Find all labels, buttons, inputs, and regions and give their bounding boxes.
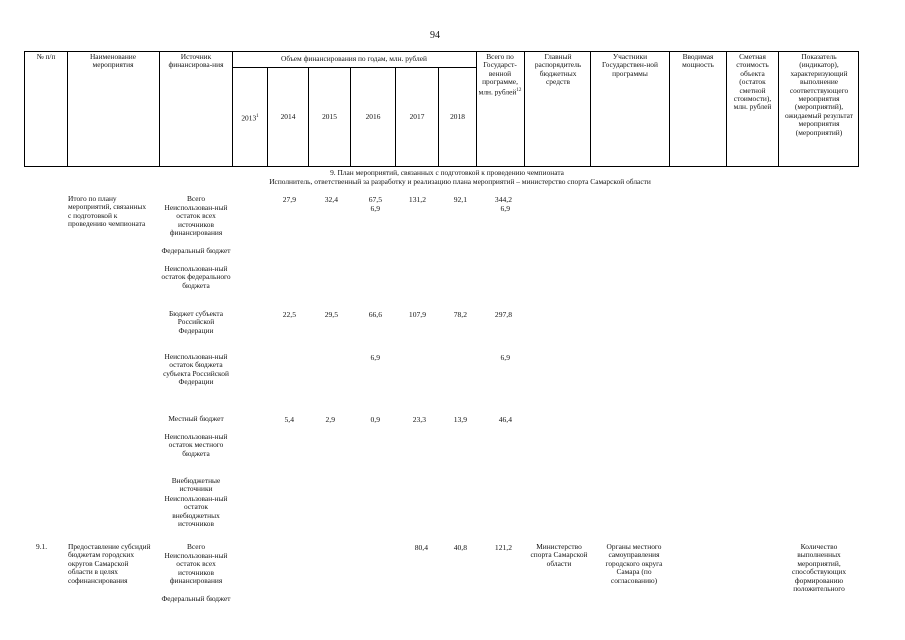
page-number: 94: [430, 30, 440, 41]
item-9-1-source-all: Всего: [186, 542, 206, 551]
vline: [524, 51, 525, 166]
vline: [67, 51, 68, 166]
header-top-border: [24, 51, 859, 52]
unused-all-sum: 6,9: [500, 204, 510, 213]
header-year-2014: 2014: [280, 112, 296, 121]
total-2015: 32,4: [324, 195, 338, 204]
header-col-no: № п/п: [36, 52, 56, 61]
item-9-1-source-federal: Федеральный бюджет: [161, 594, 231, 603]
header-year-2016: 2016: [365, 112, 381, 121]
vline: [232, 51, 233, 166]
item-9-1-main: Министерство спорта Самарской области: [530, 542, 588, 568]
vline: [778, 51, 779, 166]
local-2018: 13,9: [453, 415, 467, 424]
total-source-unused-regional: Неиспользован-ный остаток бюджета субъекта Российской Федерации: [163, 352, 229, 387]
vline: [726, 51, 727, 166]
regional-2016: 66,6: [368, 310, 382, 319]
years-divider: [232, 67, 476, 68]
regional-2014: 22,5: [282, 310, 296, 319]
total-source-unused-all: Неиспользован-ный остаток всех источников финансирования: [164, 203, 228, 238]
header-col-source: Источник финансирова-ния: [168, 52, 224, 70]
unused-all-2016: 6,9: [370, 204, 380, 213]
vline: [858, 51, 859, 166]
header-col-indicator: Показатель (индикатор), характеризующий выполнение соответствующего мероприятия (мероприятий), ожидаемый результат мероприятия (мероприятий): [785, 52, 853, 137]
unused-regional-2016: 6,9: [370, 353, 380, 362]
header-year-2013: 2013$^1$: [241, 113, 259, 123]
vline: [24, 51, 25, 166]
total-source-extrabudget: Внебюджетные источники: [171, 476, 221, 494]
vline: [590, 51, 591, 166]
total-source-all: Всего: [186, 194, 206, 203]
regional-sum: 297,8: [494, 310, 512, 319]
header-col-cost: Сметная стоимость объекта (остаток сметной стоимости), млн. рублей: [733, 52, 772, 112]
header-bottom-border: [24, 166, 859, 167]
item-9-1-sum: 121,2: [494, 543, 512, 552]
header-col-capacity: Вводимая мощность: [682, 52, 714, 70]
total-2018: 92,1: [453, 195, 467, 204]
header-year-2018: 2018: [450, 112, 465, 121]
regional-2018: 78,2: [453, 310, 467, 319]
regional-2017: 107,9: [408, 310, 426, 319]
total-sum: 344,2: [494, 195, 512, 204]
item-9-1-indicator: Количество выполненных мероприятий, способствующих формированию положительного: [791, 542, 847, 594]
header-col-volume: Объем финансирования по годам, млн. рублей: [281, 54, 427, 63]
local-2017: 23,3: [412, 415, 426, 424]
item-9-1-name: Предоставление субсидий бюджетам городских округов Самарской области в целях софинансирования: [68, 542, 151, 585]
header-col-total: Всего по Государст-венной программе, млн. рублей$^{12}$: [478, 52, 522, 97]
regional-2015: 29,5: [324, 310, 338, 319]
total-source-regional: Бюджет субъекта Российской Федерации: [168, 309, 224, 335]
item-9-1-2017: 80,4: [414, 543, 428, 552]
vline: [159, 51, 160, 166]
total-source-unused-local: Неиспользован-ный остаток местного бюджета: [164, 432, 228, 458]
local-2016: 0,9: [370, 415, 380, 424]
total-source-federal: Федеральный бюджет: [161, 246, 231, 255]
header-col-name: Наименование мероприятия: [89, 52, 137, 70]
total-2016: 67,5: [368, 195, 382, 204]
item-9-1-2018: 40,8: [453, 543, 467, 552]
local-2015: 2,9: [325, 415, 335, 424]
unused-regional-sum: 6,9: [500, 353, 510, 362]
vline: [476, 51, 477, 166]
local-sum: 46,4: [498, 415, 512, 424]
total-source-local: Местный бюджет: [168, 414, 224, 423]
total-block-name: Итого по плану мероприятий, связанных с подготовкой к проведению чемпионата: [68, 194, 147, 229]
section-executor: Исполнитель, ответственный за разработку и реализацию плана мероприятий – министерство спорта Самарской области: [269, 177, 651, 186]
vline: [669, 51, 670, 166]
section-title: 9. План мероприятий, связанных с подготовкой к проведению чемпионата: [330, 168, 564, 177]
header-col-participants: Участники Государствен-ной программы: [602, 52, 658, 78]
header-col-main: Главный распорядитель бюджетных средств: [534, 52, 582, 87]
total-source-unused-extrabudget: Неиспользован-ный остаток внебюджетных источников: [164, 494, 228, 529]
total-source-unused-federal: Неиспользован-ный остаток федерального бюджета: [161, 264, 231, 290]
item-9-1-participants: Органы местного самоуправления городского округа Самара (по согласованию): [605, 542, 663, 585]
total-2014: 27,9: [282, 195, 296, 204]
item-9-1-number: 9.1.: [36, 542, 48, 551]
total-2017: 131,2: [408, 195, 426, 204]
header-year-2015: 2015: [322, 112, 337, 121]
item-9-1-source-unused: Неиспользован-ный остаток всех источников финансирования: [164, 551, 228, 586]
local-2014: 5,4: [284, 415, 294, 424]
header-year-2017: 2017: [409, 112, 425, 121]
